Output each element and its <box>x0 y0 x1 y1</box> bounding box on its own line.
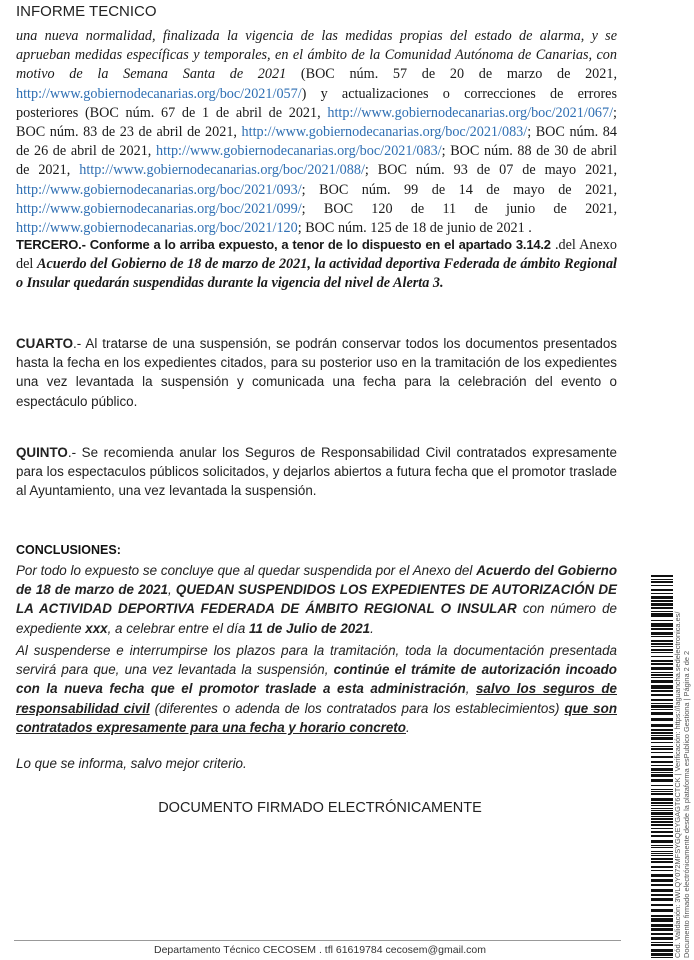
barcode-bar <box>651 904 673 906</box>
barcode-bar <box>651 858 673 860</box>
barcode-bar <box>651 600 673 602</box>
signature-platform: Documento firmado electrónicamente desde la plataforma esPublico Gestiona | Página 2 de 2 <box>682 650 691 958</box>
intro-text: ; BOC núm. 88 de 30 de abril de 2021, <box>16 143 618 179</box>
conclusion-bold-underlined: salvo los seguros de responsabilidad civil <box>16 681 617 716</box>
barcode-bar <box>651 649 673 651</box>
signature-notice: DOCUMENTO FIRMADO ELECTRÓNICAMENTE <box>158 800 482 816</box>
conclusion-text: (diferentes o adenda de los contratados para los establecimientos) <box>149 700 565 716</box>
barcode-bar <box>651 918 673 922</box>
barcode-bar <box>651 709 673 710</box>
barcode-bar <box>651 909 673 912</box>
barcode-bar <box>651 652 673 653</box>
conclusion-paragraph-1 <box>16 561 617 638</box>
barcode-bar <box>651 779 673 782</box>
barcode-bar <box>651 705 673 708</box>
quinto-paragraph <box>16 443 617 501</box>
conclusion-bold: continúe el trámite de autorización incoado con la nueva fecha que el promotor traslade a esta administración <box>16 662 617 697</box>
intro-text: ; BOC núm. 83 de 23 de abril de 2021, <box>16 104 617 141</box>
conclusion-bold: Acuerdo del Gobierno de 18 de marzo de 2021 <box>16 563 617 598</box>
barcode-bar <box>651 828 673 829</box>
barcode-bar <box>651 640 673 642</box>
conclusion-text: . <box>405 719 410 735</box>
barcode-bar <box>651 585 673 586</box>
tercero-text: .del Anexo del <box>16 237 617 273</box>
barcode-bar <box>651 636 673 637</box>
barcode-bar <box>651 798 673 801</box>
barcode-bar <box>651 746 673 747</box>
barcode-bar <box>651 818 673 820</box>
barcode-bar <box>651 765 673 766</box>
barcode-bar <box>651 812 673 815</box>
barcode-bar <box>651 575 673 577</box>
barcode-bar <box>651 643 673 645</box>
barcode-bar <box>651 933 673 935</box>
barcode-bar <box>651 870 673 871</box>
barcode-bar <box>651 810 673 811</box>
expediente-number: xxx <box>85 620 108 636</box>
barcode-bar <box>651 851 673 852</box>
barcode-bar <box>651 942 673 943</box>
barcode-bar <box>651 937 673 940</box>
barcode-bar <box>651 808 673 809</box>
barcode-bar <box>651 889 673 892</box>
barcode-bar <box>651 672 673 673</box>
barcode-bar <box>651 694 673 696</box>
intro-text: ; BOC núm. 125 de 18 de junio de 2021 . <box>297 220 532 237</box>
barcode-bar <box>651 789 673 790</box>
barcode-bar <box>651 674 673 676</box>
barcode-bar <box>651 737 673 740</box>
barcode-bar <box>651 663 673 665</box>
validation-stamp <box>673 574 691 958</box>
quinto-heading: QUINTO <box>16 445 68 460</box>
barcode-bar <box>651 596 673 599</box>
barcode-bar <box>651 603 673 606</box>
validation-barcode <box>651 575 673 960</box>
tercero-heading: TERCERO <box>16 237 79 252</box>
closing-remark: Lo que se informa, salvo mejor criterio. <box>16 756 247 771</box>
conclusion-text: con número de expediente <box>16 601 617 636</box>
barcode-bar <box>651 656 673 657</box>
cuarto-heading: CUARTO <box>16 336 74 351</box>
barcode-bar <box>651 593 673 594</box>
cuarto-text: .- Al tratarse de una suspensión, se podrán conservar todos los documentos presentados hasta la fecha en los expedientes citados, para su posterior uso en la tramitación de los expedientes una vez levantada la suspensión y comunicada una fecha para la celebración del evento o espectáculo público. <box>16 336 617 409</box>
intro-text: ; BOC núm. 99 de 14 de mayo de 2021, <box>301 181 617 198</box>
barcode-bar <box>651 855 673 856</box>
boc-link[interactable]: http://www.gobiernodecanarias.org/boc/2021/067/ <box>327 104 614 121</box>
boc-link[interactable]: http://www.gobiernodecanarias.org/boc/2021/093/ <box>16 181 302 198</box>
document-header: INFORME TECNICO <box>16 3 157 20</box>
barcode-bar <box>651 613 673 617</box>
barcode-bar <box>651 718 673 721</box>
barcode-bar <box>651 632 673 635</box>
barcode-bar <box>651 805 673 806</box>
barcode-bar <box>651 879 673 882</box>
conclusion-text: Por todo lo expuesto se concluye que al quedar suspendida por el Anexo del <box>16 563 477 578</box>
barcode-bar <box>651 840 673 843</box>
boc-link[interactable]: http://www.gobiernodecanarias.org/boc/2021/120 <box>16 220 298 237</box>
barcode-bar <box>651 884 673 886</box>
barcode-bar <box>651 791 673 792</box>
footer-contact: Departamento Técnico CECOSEM . tfl 61619784 cecosem@gmail.com <box>153 944 487 956</box>
boc-link[interactable]: http://www.gobiernodecanarias.org/boc/2021/099/ <box>16 200 302 217</box>
barcode-bar <box>651 774 673 777</box>
barcode-bar <box>651 685 673 689</box>
barcode-bar <box>651 898 673 901</box>
barcode-bar <box>651 667 673 670</box>
barcode-bar <box>651 752 673 753</box>
barcode-bar <box>651 646 673 647</box>
barcode-bar <box>651 628 673 630</box>
conclusion-text: Al suspenderse e interrumpirse los plazos para la tramitación, toda la documentación presentada servirá para que, una vez levantada la suspensión, <box>16 643 617 678</box>
intro-paragraph <box>16 27 617 238</box>
barcode-bar <box>651 611 673 612</box>
barcode-bar <box>651 928 673 931</box>
tercero-italic: Acuerdo del Gobierno de 18 de marzo de 2021, la actividad deportiva Federada de ámbito Regional o Insular quedarán suspendidas durante la vigencia del nivel de Alerta 3. <box>16 256 617 292</box>
barcode-bar <box>651 748 673 750</box>
validation-code: Cód. Validación: 3WLQY072MFSYGQEYGAGT6CTCK | Verificación: https://laguancha.sedelectronica.es/ <box>673 611 682 958</box>
barcode-bar <box>651 802 673 804</box>
barcode-bar <box>651 660 673 662</box>
barcode-bar <box>651 874 673 877</box>
barcode-bar <box>651 607 673 609</box>
barcode-bar <box>651 944 673 946</box>
barcode-bar <box>651 816 673 817</box>
barcode-bar <box>651 894 673 896</box>
event-date: 11 de Julio de 2021 <box>249 620 371 636</box>
intro-text: ; BOC núm. 93 de 07 de mayo 2021, <box>364 162 617 179</box>
boc-link[interactable]: http://www.gobiernodecanarias.org/boc/2021/088/ <box>79 162 365 179</box>
barcode-bar <box>651 785 673 786</box>
conclusion-bold: QUEDAN SUSPENDIDOS LOS EXPEDIENTES DE AUTORIZACIÓN DE LA ACTIVIDAD DEPORTIVA FEDERADA DE ÁMBITO REGIONAL O INSULAR <box>16 582 617 617</box>
barcode-bar <box>651 756 673 758</box>
barcode-bar <box>651 768 673 771</box>
boc-link[interactable]: http://www.gobiernodecanarias.org/boc/2021/083/ <box>155 143 442 160</box>
barcode-bar <box>651 724 673 727</box>
intro-text: ) y actualizaciones o correcciones de errores posteriores (BOC núm. 67 de 1 de abril de 2021, <box>16 85 617 121</box>
barcode-bar <box>651 915 673 917</box>
barcode-bar <box>651 623 673 627</box>
intro-italic: una nueva normalidad, finalizada la vigencia de las medidas propias del estado de alarma, y se aprueban medidas específicas y temporales, en el ámbito de la Comunidad Autónoma de Canarias, con motivo de la Semana Santa de 2021 <box>16 28 617 83</box>
barcode-bar <box>651 866 673 868</box>
cuarto-paragraph <box>16 334 617 411</box>
barcode-bar <box>651 853 673 854</box>
barcode-bar <box>651 949 673 952</box>
barcode-bar <box>651 690 673 692</box>
conclusion-text: , <box>167 582 176 598</box>
barcode-bar <box>651 579 673 580</box>
quinto-text: .- Se recomienda anular los Seguros de Responsabilidad Civil contratados expresamente para los espectaculos públicos solicitados, y dejarlos abiertos a futura fecha que el promotor traslade al Ayuntamiento, una vez levantada la suspensión. <box>16 445 617 499</box>
barcode-bar <box>651 953 673 956</box>
barcode-bar <box>651 845 673 846</box>
boc-link[interactable]: http://www.gobiernodecanarias.org/boc/2021/083/ <box>241 124 528 141</box>
tercero-paragraph <box>16 235 617 294</box>
barcode-bar <box>651 699 673 701</box>
barcode-bar <box>651 957 673 958</box>
barcode-bar <box>651 620 673 621</box>
barcode-bar <box>651 735 673 736</box>
conclusion-paragraph-2 <box>16 641 617 737</box>
barcode-bar <box>651 581 673 583</box>
barcode-bar <box>651 793 673 795</box>
footer-divider <box>14 940 621 941</box>
barcode-bar <box>651 861 673 863</box>
intro-text: ; BOC núm. 84 de 26 de abril de 2021, <box>16 124 617 160</box>
barcode-bar <box>651 742 673 743</box>
barcode-bar <box>651 677 673 678</box>
conclusion-text: . <box>370 620 374 636</box>
barcode-bar <box>651 924 673 927</box>
tercero-lead-text: .- Conforme a lo arriba expuesto, a tenor de lo dispuesto en el apartado 3.14.2 <box>78 237 551 252</box>
boc-link[interactable]: http://www.gobiernodecanarias.org/boc/2021/057/ <box>16 85 302 102</box>
conclusion-bold-underlined: que son contratados expresamente para una fecha y horario concreto <box>16 700 617 735</box>
intro-text: (BOC núm. 57 de 20 de marzo de 2021, <box>286 66 617 83</box>
barcode-bar <box>651 772 673 773</box>
barcode-bar <box>651 821 673 823</box>
conclusion-text: , <box>465 681 476 697</box>
barcode-bar <box>651 824 673 826</box>
barcode-bar <box>651 589 673 591</box>
conclusion-text: , a celebrar entre el día <box>107 620 250 636</box>
barcode-bar <box>651 703 673 704</box>
barcode-bar <box>651 680 673 683</box>
conclusiones-heading: CONCLUSIONES: <box>16 543 121 557</box>
barcode-bar <box>651 712 673 715</box>
barcode-bar <box>651 847 673 848</box>
barcode-bar <box>651 831 673 833</box>
barcode-bar <box>651 729 673 731</box>
barcode-bar <box>651 835 673 837</box>
intro-text: ; BOC 120 de 11 de junio de 2021, <box>301 200 617 217</box>
barcode-bar <box>651 761 673 763</box>
barcode-bar <box>651 732 673 734</box>
